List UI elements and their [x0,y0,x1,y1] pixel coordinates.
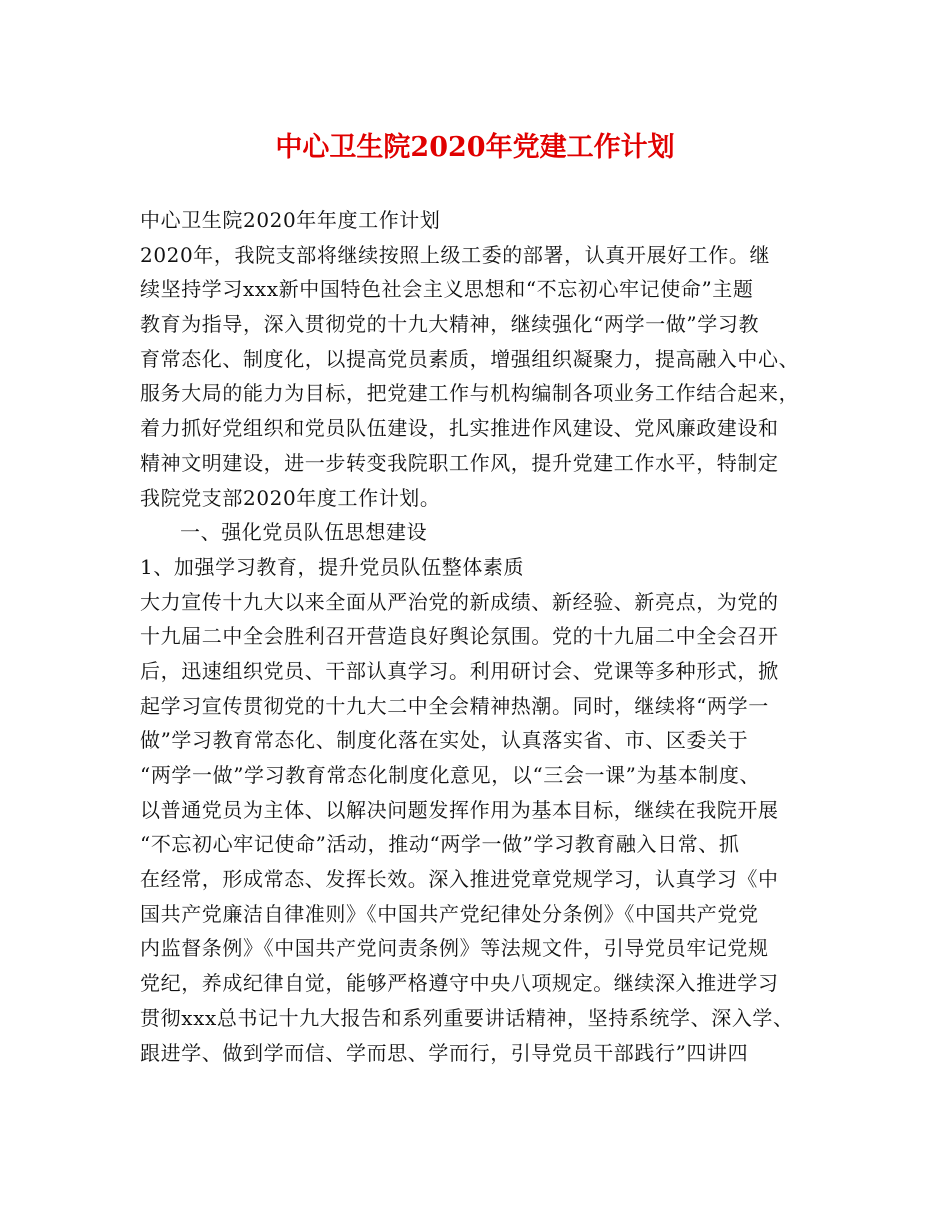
paragraph-line: “两学一做”学习教育常态化制度化意见，以“三会一课”为基本制度、 [140,763,761,787]
paragraph-line: 国共产党廉洁自律准则》《中国共产党纪律处分条例》《中国共产党党 [140,901,759,926]
paragraph-line: 起学习宣传贯彻党的十九大二中全会精神热潮。同时，继续将“两学一 [140,693,769,718]
paragraph-line: 党纪，养成纪律自觉，能够严格遵守中央八项规定。继续深入推进学习 [140,971,779,996]
paragraph-line: 内监督条例》《中国共产党问责条例》等法规文件，引导党员牢记党规 [140,936,769,961]
document-body [140,203,840,1070]
paragraph-line: 跟进学、做到学而信、学而思、学而行，引导党员干部践行”四讲四 [140,1040,749,1065]
paragraph-line: 育常态化、制度化，以提高党员素质，增强组织凝聚力，提高融入中心、 [140,346,800,371]
document-title: 中心卫生院2020年党建工作计划 [275,132,675,163]
paragraph-line: 贯彻xxx总书记十九大报告和系列重要讲话精神，坚持系统学、深入学、 [140,1005,794,1030]
paragraph-line: 教育为指导，深入贯彻党的十九大精神，继续强化“两学一做”学习教 [140,312,760,337]
section-heading: 一、强化党员队伍思想建设 [180,520,428,545]
paragraph-line: 十九届二中全会胜利召开营造良好舆论氛围。党的十九届二中全会召开 [140,624,779,649]
paragraph-line: 着力抓好党组织和党员队伍建设，扎实推进作风建设、党风廉政建设和 [140,416,779,441]
paragraph-line: “不忘初心牢记使命”活动，推动“两学一做”学习教育融入日常、抓 [140,832,740,857]
paragraph-line: 服务大局的能力为目标，把党建工作与机构编制各项业务工作结合起来， [140,381,800,406]
paragraph-line: 做”学习教育常态化、制度化落在实处，认真落实省、市、区委关于 [140,728,749,753]
paragraph-line: 后，迅速组织党员、干部认真学习。利用研讨会、党课等多种形式，掀 [140,658,779,683]
subtitle-line: 中心卫生院2020年年度工作计划 [140,208,441,232]
paragraph-line: 续坚持学习xxx新中国特色社会主义思想和“不忘初心牢记使命”主题 [140,277,754,302]
paragraph-line: 精神文明建设，进一步转变我院职工作风，提升党建工作水平，特制定 [140,450,779,475]
paragraph-line: 大力宣传十九大以来全面从严治党的新成绩、新经验、新亮点，为党的 [140,589,779,614]
subsection-heading: 1、加强学习教育，提升党员队伍整体素质 [140,554,525,579]
paragraph-line: 我院党支部2020年度工作计划。 [140,485,441,510]
paragraph-line: 在经常，形成常态、发挥长效。深入推进党章党规学习，认真学习《中 [140,867,779,892]
paragraph-line: 以普通党员为主体、以解决问题发挥作用为基本目标，继续在我院开展 [140,797,779,822]
paragraph-line: 2020年，我院支部将继续按照上级工委的部署，认真开展好工作。继 [140,242,771,267]
